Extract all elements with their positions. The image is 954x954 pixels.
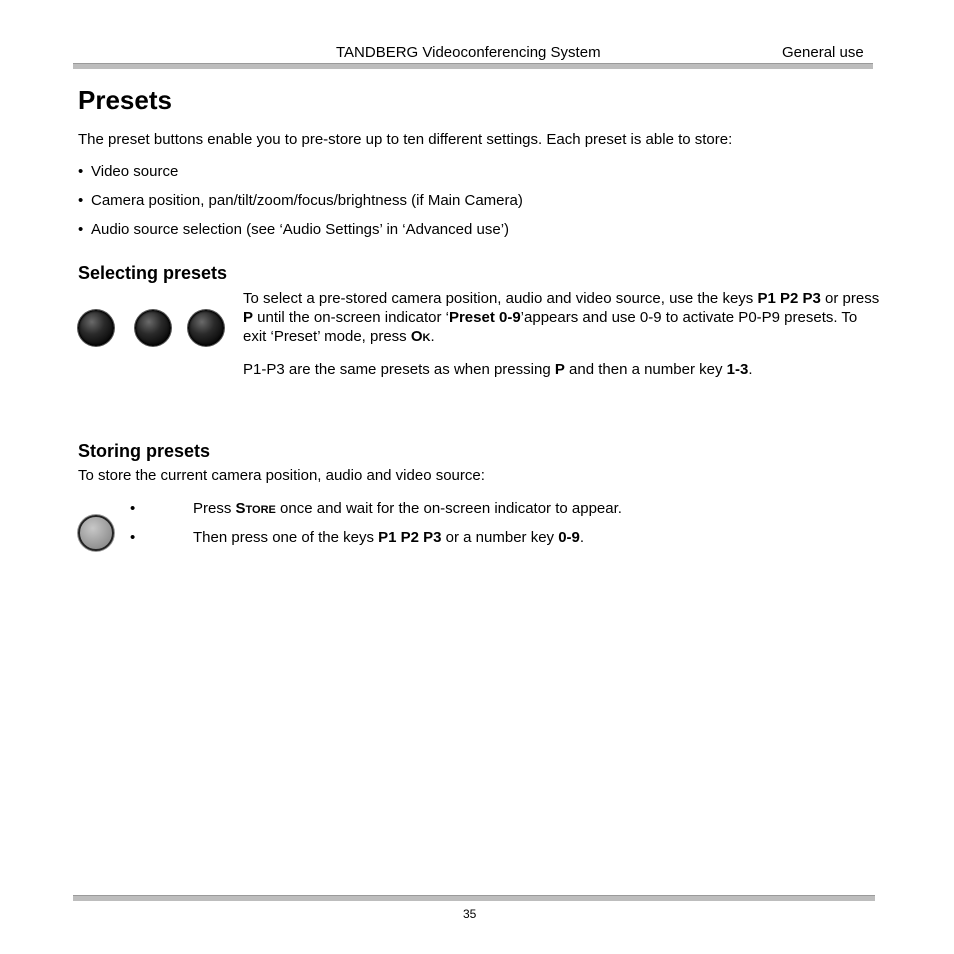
key-ok: Ok	[410, 328, 431, 345]
preset-button-p2-icon	[135, 310, 171, 346]
text-span: or a number key	[441, 529, 559, 546]
bullet-dot: •	[78, 192, 84, 209]
storing-presets-heading: Storing presets	[78, 441, 211, 461]
text-span: To select a pre-stored camera position, audio and video source, use the keys	[243, 290, 758, 307]
header-section: General use	[782, 44, 864, 61]
text-span: Press	[193, 500, 236, 517]
text-span: and then a number key	[564, 361, 727, 378]
text-span: P1-P3 are the same presets as when pressing	[243, 361, 555, 378]
key-p: P	[554, 361, 565, 378]
text-span: .	[430, 328, 435, 345]
preset-button-p3-icon	[188, 310, 224, 346]
text-span: ’appears and use 0-9 to activate P0-P9 presets. To exit ‘Preset’ mode, press	[243, 309, 858, 345]
text-span: .	[748, 361, 753, 378]
header-rule	[73, 63, 873, 69]
selecting-paragraph-1	[243, 289, 883, 346]
bullet-dot: •	[130, 500, 136, 517]
page-number: 35	[463, 907, 477, 921]
footer-rule	[73, 895, 875, 901]
text-span: until the on-screen indicator ‘	[253, 309, 449, 326]
indicator-preset: Preset 0-9	[448, 309, 521, 326]
store-step-2	[130, 528, 584, 547]
selecting-presets-heading: Selecting presets	[78, 263, 228, 283]
list-item	[78, 162, 523, 191]
text-span: once and wait for the on-screen indicator to appear.	[275, 500, 622, 517]
text-span: Then press one of the keys	[193, 529, 379, 546]
page-title: Presets	[78, 85, 172, 115]
number-range: 0-9	[558, 529, 580, 546]
number-range: 1-3	[726, 361, 749, 378]
storing-intro: To store the current camera position, audio and video source:	[78, 467, 485, 484]
list-item	[78, 191, 523, 220]
bullet-dot: •	[78, 163, 84, 180]
keys-p1-p2-p3: P1 P2 P3	[757, 290, 821, 307]
text-span: or press	[820, 290, 880, 307]
store-capabilities-list	[78, 162, 523, 249]
list-item-text: Audio source selection (see ‘Audio Settings’ in ‘Advanced use’)	[91, 221, 510, 238]
bullet-dot: •	[78, 221, 84, 238]
selecting-paragraph-2	[243, 360, 753, 379]
list-item-text: Camera position, pan/tilt/zoom/focus/brightness (if Main Camera)	[91, 192, 523, 209]
text-span: .	[579, 529, 585, 546]
list-item-text: Video source	[91, 163, 179, 180]
bullet-dot: •	[130, 529, 136, 546]
key-p: P	[243, 309, 254, 326]
key-store: Store	[235, 500, 276, 517]
store-step-1	[130, 499, 622, 518]
keys-p1-p2-p3: P1 P2 P3	[378, 529, 442, 546]
intro-text: The preset buttons enable you to pre-store up to ten different settings. Each preset is able to store:	[78, 131, 733, 148]
store-button-icon	[78, 515, 114, 551]
list-item	[78, 220, 523, 249]
header-title: TANDBERG Videoconferencing System	[336, 44, 601, 61]
preset-button-p1-icon	[78, 310, 114, 346]
